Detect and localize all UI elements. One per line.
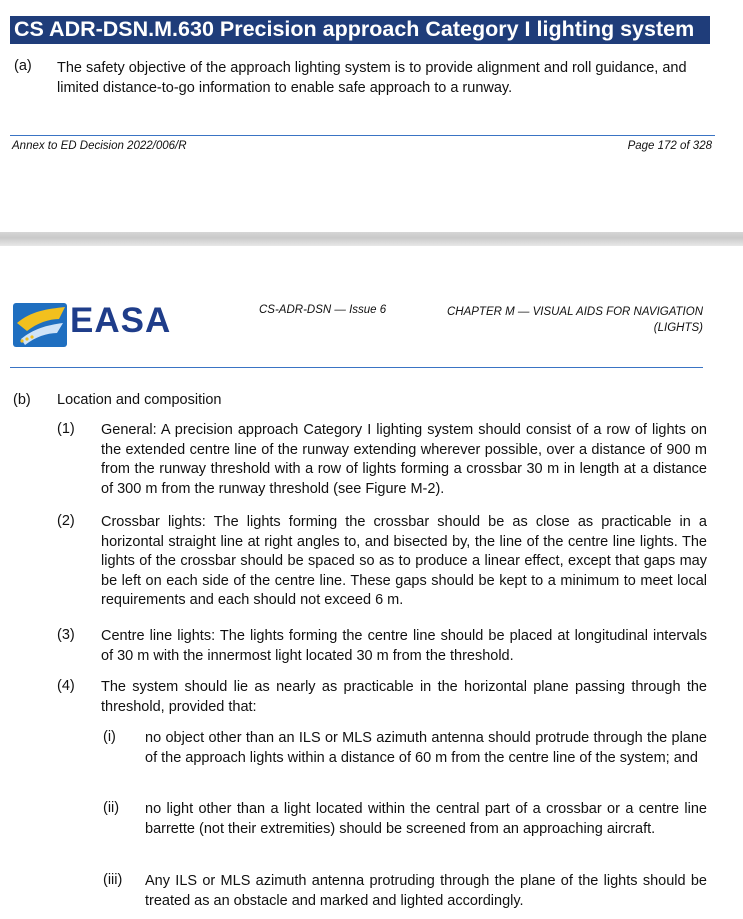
- header-issue: CS-ADR-DSN — Issue 6: [259, 304, 387, 316]
- subitem-label: (i): [103, 729, 116, 745]
- footer-rule: [10, 135, 715, 136]
- para-a-label: (a): [14, 58, 32, 74]
- item-label: (4): [57, 678, 75, 694]
- footer-page-number: Page 172 of 328: [627, 140, 712, 152]
- item-text: Centre line lights: The lights forming the centre line should be placed at longitudinal intervals of 30 m with the innermost light located 30 m from the threshold.: [101, 628, 707, 664]
- easa-logo-text: EASA: [70, 301, 172, 340]
- item-label: (1): [57, 421, 75, 437]
- section-title: CS ADR-DSN.M.630 Precision approach Category I lighting system: [14, 17, 695, 41]
- item-label: (2): [57, 513, 75, 529]
- item-text: Crossbar lights: The lights forming the crossbar should be as close as practicable in a horizontal straight line at right angles to, and bisected by, the line of the centre line lights. The lights of the crossbar should be spaced so as to produce a linear effect, except that gaps may be left on each side of the centre line. These gaps should be kept to a minimum to meet local requirements and each should not exceed 6 m.: [101, 514, 707, 608]
- item-text: General: A precision approach Category I lighting system should consist of a row of lights on the extended centre line of the runway extending wherever possible, over a distance of 900 m from the runway threshold with a row of lights forming a crossbar 30 m in length at a distance of 300 m from the runway threshold (see Figure M-2).: [101, 422, 707, 497]
- para-b-label: (b): [13, 392, 31, 408]
- footer-annex-ref: Annex to ED Decision 2022/006/R: [12, 140, 187, 152]
- item-text: The system should lie as nearly as practicable in the horizontal plane passing through the threshold, provided that:: [101, 679, 707, 715]
- subitem-text: no object other than an ILS or MLS azimuth antenna should protrude through the plane of the approach lights within a distance of 60 m from the centre line of the system; and: [145, 730, 707, 766]
- subitem-text: no light other than a light located within the central part of a crossbar or a centre line barrette (not their extremities) should be screened from an approaching aircraft.: [145, 801, 707, 837]
- page-separator: [0, 232, 743, 246]
- subitem-label: (iii): [103, 872, 123, 888]
- subitem-label: (ii): [103, 800, 120, 816]
- header-chapter: CHAPTER M — VISUAL AIDS FOR NAVIGATION (LIGHTS): [446, 306, 703, 334]
- item-label: (3): [57, 627, 75, 643]
- para-a-text: The safety objective of the approach lighting system is to provide alignment and roll guidance, and limited distance-to-go information to enable safe approach to a runway.: [57, 60, 687, 96]
- para-b-heading: Location and composition: [57, 392, 222, 408]
- section-title-bar: [10, 16, 710, 44]
- header-rule: [10, 367, 703, 368]
- subitem-text: Any ILS or MLS azimuth antenna protruding through the plane of the lights should be treated as an obstacle and marked and lighted accordingly.: [145, 873, 707, 909]
